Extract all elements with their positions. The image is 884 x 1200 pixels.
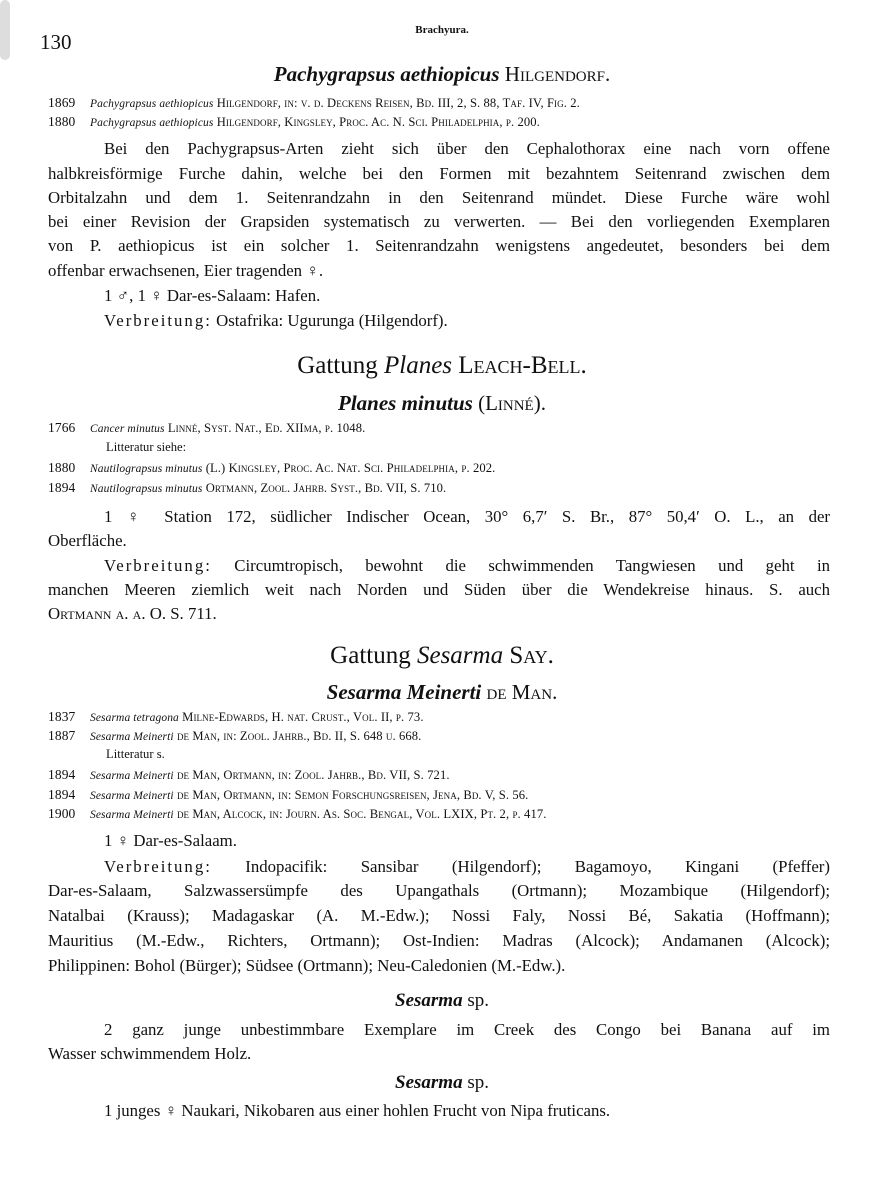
paragraph-line: Orbitalzahn und dem 1. Seitenrandzahn in den Seitenrand mündet. Diese Furche wäre wohl xyxy=(48,188,830,207)
distribution-line: Dar-es-Salaam, Salzwassersümpfe des Upangathals (Ortmann); Mozambique (Hilgendorf); xyxy=(48,881,830,900)
genus-heading-sesarma: Gattung Sesarma Say. xyxy=(330,642,554,669)
species-title-sesarma-meinerti: Sesarma Meinerti de Man. xyxy=(326,680,558,704)
page-number: 130 xyxy=(40,30,72,54)
running-head: Brachyura. xyxy=(415,24,469,36)
reference-line: 1894 Sesarma Meinerti de Man, Ortmann, in: Zool. Jahrb., Bd. VII, S. 721. xyxy=(48,767,450,782)
material-line: 1 junges ♀ Naukari, Nikobaren aus einer hohlen Frucht von Nipa fruticans. xyxy=(104,1101,611,1120)
reference-line: 1837 Sesarma tetragona Milne-Edwards, H. nat. Crust., Vol. II, p. 73. xyxy=(48,709,424,724)
literature-note: Litteratur s. xyxy=(106,747,165,761)
material-line: Oberfläche. xyxy=(48,531,127,550)
paragraph-line: von P. aethiopicus ist ein solcher 1. Seitenrandzahn wenigstens angedeutet, besonders bei dem xyxy=(48,236,830,255)
reference-line: 1766 Cancer minutus Linné, Syst. Nat., Ed. XIIma, p. 1048. xyxy=(48,420,366,435)
reference-line: 1880 Nautilograpsus minutus (L.) Kingsley, Proc. Ac. Nat. Sci. Philadelphia, p. 202. xyxy=(48,460,496,475)
distribution-line: Natalbai (Krauss); Madagaskar (A. M.-Edw.); Nossi Faly, Nossi Bé, Sakatia (Hoffmann); xyxy=(48,906,830,925)
literature-note: Litteratur siehe: xyxy=(106,440,187,454)
distribution-line: Verbreitung: Circumtropisch, bewohnt die schwimmenden Tangwiesen und geht in xyxy=(104,556,830,575)
distribution-line: Mauritius (M.-Edw., Richters, Ortmann); Ost-Indien: Madras (Alcock); Andamanen (Alcock); xyxy=(48,931,830,950)
paragraph-line: halbkreisförmige Furche dahin, welche bei den Formen mit bezahntem Seitenrand zwischen dem xyxy=(48,164,830,183)
reference-line: 1880 Pachygrapsus aethiopicus Hilgendorf, Kingsley, Proc. Ac. N. Sci. Philadelphia, p. 200. xyxy=(48,114,540,129)
reference-line: 1894 Sesarma Meinerti de Man, Ortmann, in: Semon Forschungsreisen, Jena, Bd. V, S. 56. xyxy=(48,787,529,802)
species-author: Hilgendorf. xyxy=(504,62,611,86)
material-line: Wasser schwimmendem Holz. xyxy=(48,1044,252,1063)
material-line: 1 ♀ Dar-es-Salaam. xyxy=(104,831,237,850)
material-line: 1 ♂, 1 ♀ Dar-es-Salaam: Hafen. xyxy=(104,286,321,305)
reference-line: 1887 Sesarma Meinerti de Man, in: Zool. Jahrb., Bd. II, S. 648 u. 668. xyxy=(48,728,422,743)
distribution-line: Philippinen: Bohol (Bürger); Südsee (Ortmann); Neu-Caledonien (M.-Edw.). xyxy=(48,956,566,975)
material-line: 1 ♀ Station 172, südlicher Indischer Ocean, 30° 6,7′ S. Br., 87° 50,4′ O. L., an der xyxy=(104,507,830,526)
reference-line: 1894 Nautilograpsus minutus Ortmann, Zool. Jahrb. Syst., Bd. VII, S. 710. xyxy=(48,480,447,495)
paragraph-line: offenbar erwachsenen, Eier tragenden ♀. xyxy=(48,261,324,280)
species-title-sesarma-sp: Sesarma sp. xyxy=(395,990,489,1011)
species-name: Pachygrapsus aethiopicus xyxy=(273,62,500,86)
distribution-line: Ortmann a. a. O. S. 711. xyxy=(48,604,217,623)
paragraph-line: bei einer Revision der Grapsiden systematisch zu verwerten. — Bei den vorliegenden Exemplaren xyxy=(48,212,830,231)
genus-heading-planes: Gattung Planes Leach-Bell. xyxy=(297,352,587,379)
distribution-line: manchen Meeren ziemlich weit nach Norden und Süden über die Wendekreise hinaus. S. auch xyxy=(48,580,830,599)
species-title-pachygrapsus xyxy=(0,62,884,87)
reference-line: 1900 Sesarma Meinerti de Man, Alcock, in: Journ. As. Soc. Bengal, Vol. LXIX, Pt. 2, p. 417. xyxy=(48,806,547,821)
distribution-line: Verbreitung: Indopacifik: Sansibar (Hilgendorf); Bagamoyo, Kingani (Pfeffer) xyxy=(104,857,830,876)
reference-line: 1869 Pachygrapsus aethiopicus Hilgendorf, in: v. d. Deckens Reisen, Bd. III, 2, S. 88, Taf. IV, Fig. 2. xyxy=(48,95,580,110)
paragraph-line: Bei den Pachygrapsus-Arten zieht sich über den Cephalothorax eine nach vorn offene xyxy=(104,139,830,158)
material-line: 2 ganz junge unbestimmbare Exemplare im Creek des Congo bei Banana auf im xyxy=(104,1020,830,1039)
species-title-sesarma-sp: Sesarma sp. xyxy=(395,1072,489,1093)
distribution-line: Verbreitung: Ostafrika: Ugurunga (Hilgendorf). xyxy=(104,311,448,330)
species-title-planes: Planes minutus (Linné). xyxy=(338,391,546,415)
